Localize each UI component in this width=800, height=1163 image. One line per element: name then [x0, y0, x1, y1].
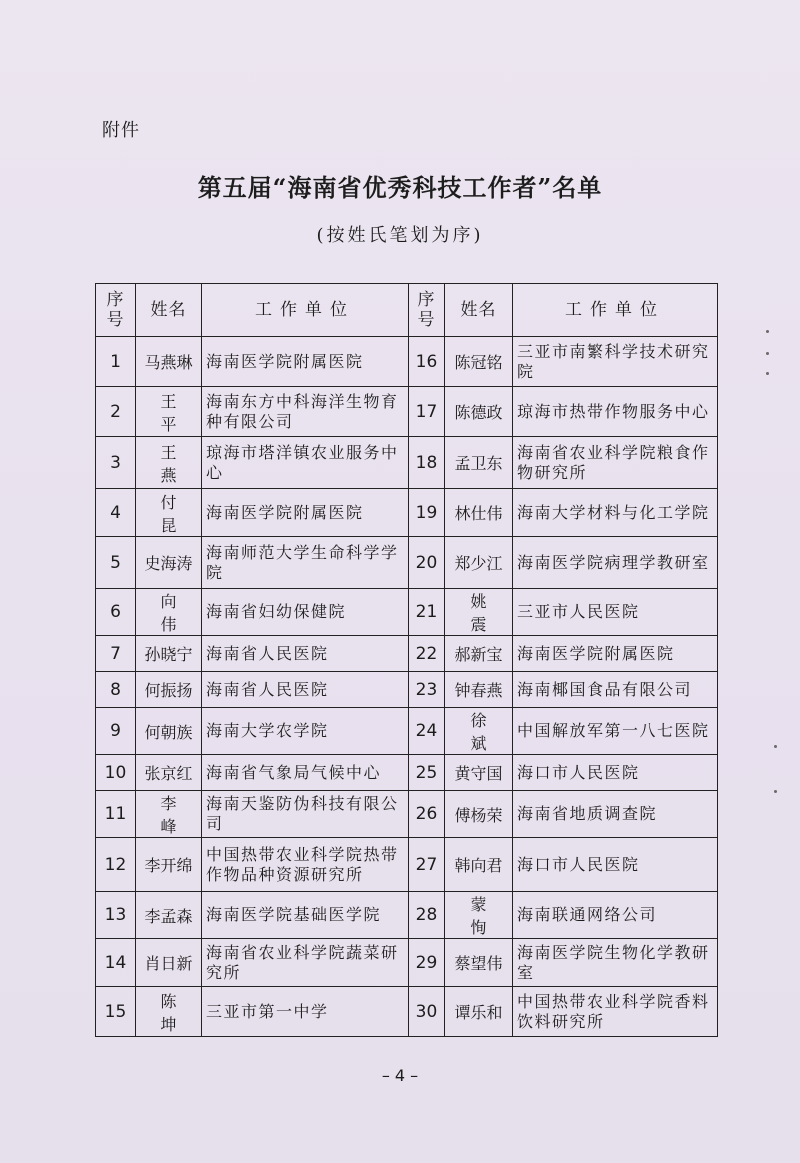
table-row [96, 672, 718, 708]
row-name-right: 韩向君 [445, 838, 513, 892]
row-seq-left: 11 [96, 791, 136, 838]
row-unit-left: 三亚市第一中学 [202, 987, 409, 1037]
row-unit-right: 海南大学材料与化工学院 [513, 489, 718, 537]
row-name-right: 徐斌 [445, 708, 513, 755]
row-unit-right: 三亚市人民医院 [513, 589, 718, 636]
row-name-left: 向伟 [136, 589, 202, 636]
header-name-left: 姓名 [136, 284, 202, 337]
table-row [96, 755, 718, 791]
header-seq-left: 序号 [96, 284, 136, 337]
table-row [96, 537, 718, 589]
row-seq-right: 30 [409, 987, 445, 1037]
row-seq-right: 23 [409, 672, 445, 708]
row-name-left: 王平 [136, 387, 202, 437]
row-seq-left: 12 [96, 838, 136, 892]
row-seq-right: 20 [409, 537, 445, 589]
row-seq-right: 22 [409, 636, 445, 672]
row-name-right: 郝新宝 [445, 636, 513, 672]
table-row [96, 589, 718, 636]
row-unit-right: 海南省农业科学院粮食作物研究所 [513, 437, 718, 489]
row-unit-right: 三亚市南繁科学技术研究院 [513, 337, 718, 387]
row-seq-left: 4 [96, 489, 136, 537]
row-unit-left: 海南省人民医院 [202, 672, 409, 708]
margin-mark [766, 372, 769, 375]
header-name-right: 姓名 [445, 284, 513, 337]
header-unit-right: 工作单位 [513, 284, 718, 337]
row-unit-right: 海南椰国食品有限公司 [513, 672, 718, 708]
row-name-right: 蒙恂 [445, 892, 513, 939]
table-row [96, 708, 718, 755]
row-unit-right: 海南联通网络公司 [513, 892, 718, 939]
row-name-left: 王燕 [136, 437, 202, 489]
row-unit-right: 海口市人民医院 [513, 755, 718, 791]
row-name-left: 马燕琳 [136, 337, 202, 387]
row-unit-right: 琼海市热带作物服务中心 [513, 387, 718, 437]
row-name-right: 郑少江 [445, 537, 513, 589]
row-name-left: 孙晓宁 [136, 636, 202, 672]
row-unit-left: 海南师范大学生命科学学院 [202, 537, 409, 589]
row-name-right: 陈德政 [445, 387, 513, 437]
row-name-right: 黄守国 [445, 755, 513, 791]
table-row [96, 791, 718, 838]
margin-mark [774, 745, 777, 748]
row-name-left: 李峰 [136, 791, 202, 838]
row-unit-left: 海南省气象局气候中心 [202, 755, 409, 791]
page-number: – 4 – [381, 1066, 419, 1085]
row-unit-left: 琼海市塔洋镇农业服务中心 [202, 437, 409, 489]
row-unit-right: 中国解放军第一八七医院 [513, 708, 718, 755]
row-seq-right: 19 [409, 489, 445, 537]
margin-mark [766, 352, 769, 355]
row-seq-right: 18 [409, 437, 445, 489]
row-unit-right: 海口市人民医院 [513, 838, 718, 892]
row-name-right: 孟卫东 [445, 437, 513, 489]
table-row [96, 437, 718, 489]
table-row [96, 337, 718, 387]
row-unit-right: 海南医学院附属医院 [513, 636, 718, 672]
row-name-right: 钟春燕 [445, 672, 513, 708]
row-unit-left: 海南省妇幼保健院 [202, 589, 409, 636]
row-unit-right: 海南医学院生物化学教研室 [513, 939, 718, 987]
row-name-right: 陈冠铭 [445, 337, 513, 387]
row-seq-right: 29 [409, 939, 445, 987]
row-unit-left: 海南天鉴防伪科技有限公司 [202, 791, 409, 838]
header-seq-right: 序号 [409, 284, 445, 337]
row-seq-left: 1 [96, 337, 136, 387]
row-seq-left: 7 [96, 636, 136, 672]
row-unit-left: 海南省农业科学院蔬菜研究所 [202, 939, 409, 987]
row-seq-left: 3 [96, 437, 136, 489]
margin-mark [766, 330, 769, 333]
attachment-label: 附件 [102, 120, 140, 141]
row-unit-left: 海南东方中科海洋生物育种有限公司 [202, 387, 409, 437]
row-seq-right: 25 [409, 755, 445, 791]
row-seq-left: 9 [96, 708, 136, 755]
roster-table [95, 283, 718, 1037]
table-row [96, 838, 718, 892]
row-name-right: 林仕伟 [445, 489, 513, 537]
row-name-left: 张京红 [136, 755, 202, 791]
row-unit-left: 海南省人民医院 [202, 636, 409, 672]
row-name-left: 何朝族 [136, 708, 202, 755]
row-seq-right: 24 [409, 708, 445, 755]
row-name-left: 付昆 [136, 489, 202, 537]
document-subtitle: (按姓氏笔划为序) [316, 225, 484, 246]
row-seq-left: 2 [96, 387, 136, 437]
table-header-row [96, 284, 718, 337]
row-name-left: 何振扬 [136, 672, 202, 708]
row-name-right: 谭乐和 [445, 987, 513, 1037]
row-seq-right: 28 [409, 892, 445, 939]
row-unit-right: 海南省地质调查院 [513, 791, 718, 838]
row-name-left: 陈坤 [136, 987, 202, 1037]
row-seq-right: 17 [409, 387, 445, 437]
row-seq-right: 16 [409, 337, 445, 387]
row-unit-right: 中国热带农业科学院香料饮料研究所 [513, 987, 718, 1037]
row-unit-right: 海南医学院病理学教研室 [513, 537, 718, 589]
row-seq-left: 6 [96, 589, 136, 636]
row-name-left: 李开绵 [136, 838, 202, 892]
header-unit-left: 工作单位 [202, 284, 409, 337]
row-seq-left: 15 [96, 987, 136, 1037]
row-seq-left: 8 [96, 672, 136, 708]
table-row [96, 387, 718, 437]
row-seq-left: 5 [96, 537, 136, 589]
row-name-right: 姚震 [445, 589, 513, 636]
margin-mark [774, 790, 777, 793]
row-seq-right: 21 [409, 589, 445, 636]
row-name-right: 蔡望伟 [445, 939, 513, 987]
row-seq-left: 14 [96, 939, 136, 987]
row-unit-left: 海南医学院附属医院 [202, 337, 409, 387]
row-seq-right: 27 [409, 838, 445, 892]
row-name-left: 肖日新 [136, 939, 202, 987]
table-row [96, 892, 718, 939]
row-name-left: 史海涛 [136, 537, 202, 589]
table-row [96, 636, 718, 672]
row-seq-left: 13 [96, 892, 136, 939]
row-seq-left: 10 [96, 755, 136, 791]
table-row [96, 987, 718, 1037]
row-unit-left: 海南医学院基础医学院 [202, 892, 409, 939]
row-name-left: 李孟森 [136, 892, 202, 939]
row-seq-right: 26 [409, 791, 445, 838]
row-unit-left: 中国热带农业科学院热带作物品种资源研究所 [202, 838, 409, 892]
document-title: 第五届“海南省优秀科技工作者”名单 [197, 173, 603, 202]
table-row [96, 489, 718, 537]
roster-body [96, 337, 718, 1037]
row-unit-left: 海南医学院附属医院 [202, 489, 409, 537]
row-name-right: 傅杨荣 [445, 791, 513, 838]
row-unit-left: 海南大学农学院 [202, 708, 409, 755]
table-row [96, 939, 718, 987]
